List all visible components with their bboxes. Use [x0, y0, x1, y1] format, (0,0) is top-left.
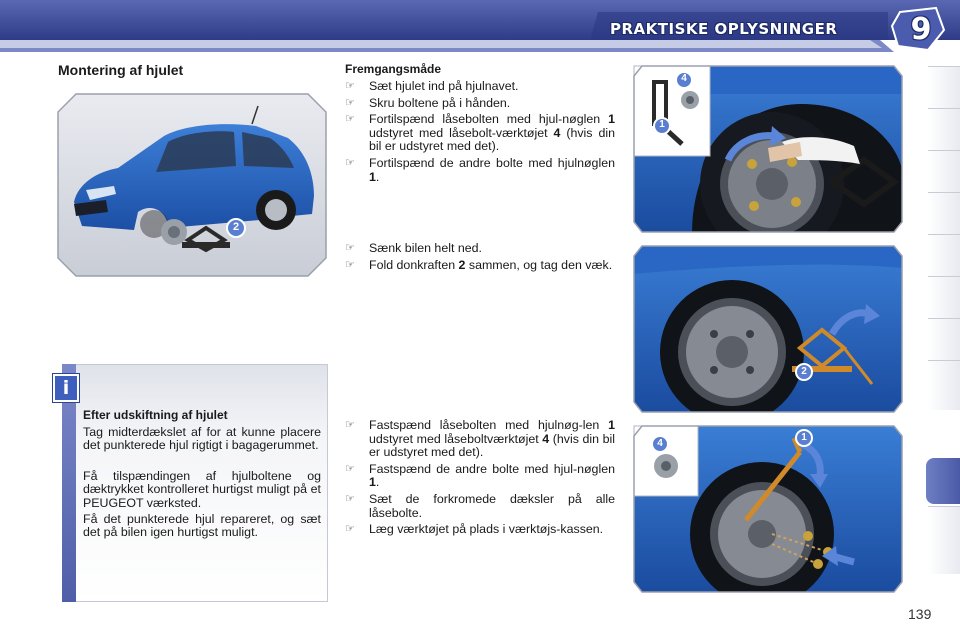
step-item: ☞ Sæt de forkromede dæksler på alle låsebolte.	[345, 491, 615, 520]
pointing-hand-icon: ☞	[345, 419, 355, 431]
section-title: Montering af hjulet	[58, 62, 184, 78]
step-item: ☞ Fortilspænd låsebolten med hjul-nøglen 1 udstyret med låsebolt-værktøjet 4 (hvis din bil er udstyret med det).	[345, 112, 615, 154]
callout-number: 4	[657, 438, 663, 449]
pointing-hand-icon: ☞	[345, 523, 355, 536]
step-item: ☞ Fortilspænd de andre bolte med hjulnøglen 1.	[345, 155, 615, 184]
chapter-number: 9	[910, 12, 932, 47]
pointing-hand-icon: ☞	[345, 80, 355, 92]
chapter-tabs	[928, 66, 960, 576]
step-list-3	[345, 419, 615, 540]
pointing-hand-icon: ☞	[345, 96, 355, 109]
step-item: ☞ Sænk bilen helt ned.	[345, 241, 482, 255]
procedure-heading: Fremgangsmåde	[345, 62, 442, 76]
info-paragraph: Få tilspændingen af hjulboltene og dæktrykket kontrolleret hurtigst muligt på et PEUGEOT værksted.	[83, 469, 321, 510]
step-item: ☞ Sæt hjulet ind på hjulnavet.	[345, 79, 519, 93]
final-tightening-illustration	[632, 424, 904, 594]
callout-number: 4	[681, 73, 687, 84]
pointing-hand-icon: ☞	[345, 492, 355, 505]
step-item: ☞ Fastspænd de andre bolte med hjul-nøglen 1.	[345, 461, 615, 490]
info-paragraph: Få det punkterede hjul repareret, og sæt det på bilen igen hurtigst muligt.	[83, 512, 321, 540]
step-item: ☞ Fastspænd låsebolten med hjulnøg-len 1 udstyret med låseboltværktøjet 4 (hvis din bil er udstyret med det).	[345, 418, 615, 460]
pointing-hand-icon: ☞	[345, 462, 355, 475]
step-item: ☞ Læg værktøjet på plads i værktøjs-kassen.	[345, 522, 604, 537]
pointing-hand-icon: ☞	[345, 258, 355, 271]
pointing-hand-icon: ☞	[345, 113, 355, 126]
wheel-bolt-tightening-illustration	[632, 64, 904, 234]
info-paragraph: Tag midterdækslet af for at kunne placere det punkterede hjul rigtigt i bagagerummet.	[83, 425, 321, 453]
chapter-tab-active[interactable]	[926, 458, 960, 504]
chapter-tab[interactable]	[928, 506, 960, 574]
step-list-2	[345, 242, 615, 275]
lowering-car-jack-illustration	[632, 244, 904, 414]
car-on-jack-illustration	[56, 92, 328, 278]
chapter-title: PRAKTISKE OPLYSNINGER	[610, 20, 838, 38]
callout-number: 1	[659, 119, 665, 130]
pointing-hand-icon: ☞	[345, 156, 355, 169]
callout-number: 2	[801, 366, 807, 377]
pointing-hand-icon: ☞	[345, 242, 355, 254]
chapter-tab[interactable]	[928, 360, 960, 410]
step-item: ☞ Fold donkraften 2 sammen, og tag den væk.	[345, 257, 613, 272]
callout-number: 2	[232, 221, 240, 233]
info-box-title: Efter udskiftning af hjulet	[83, 408, 228, 422]
step-item: ☞ Skru boltene på i hånden.	[345, 95, 511, 110]
callout-number: 1	[801, 432, 807, 443]
step-list-1	[345, 80, 615, 187]
page-number: 139	[908, 606, 932, 622]
info-icon: i	[53, 374, 79, 402]
